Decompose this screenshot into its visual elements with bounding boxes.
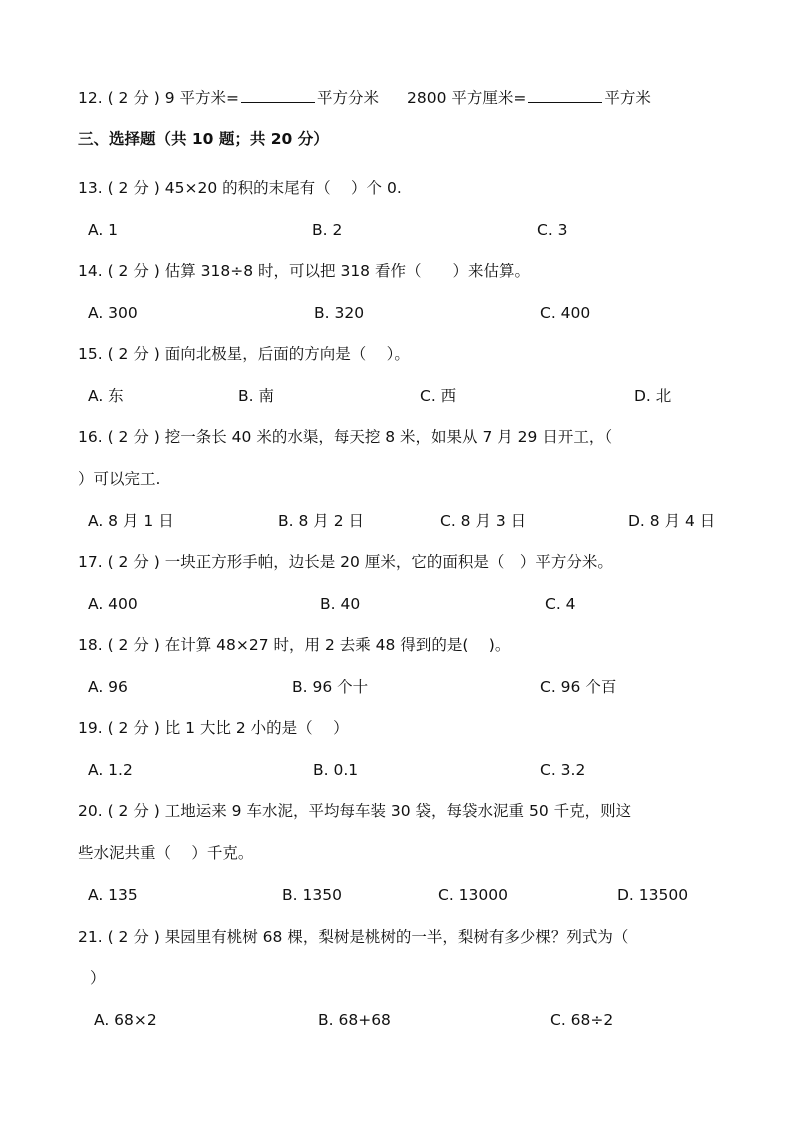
q12-second-prefix: 2800 平方厘米= [407, 89, 527, 107]
q14-option-b[interactable]: B. 320 [314, 304, 365, 322]
section-title: 三、选择题（共 10 题；共 20 分） [78, 130, 329, 148]
q16-option-d[interactable]: D. 8 月 4 日 [628, 512, 716, 530]
question-14: 14. ( 2 分 ) 估算 318÷8 时，可以把 318 看作（ ）来估算。 [78, 262, 530, 280]
question-21: 21. ( 2 分 ) 果园里有桃树 68 棵，梨树是桃树的一半，梨树有多少棵？列式为（ [78, 928, 629, 946]
q17-option-c[interactable]: C. 4 [545, 595, 576, 613]
question-12 [78, 87, 651, 108]
q15-option-a[interactable]: A. 东 [88, 387, 124, 405]
q14-option-a[interactable]: A. 300 [88, 304, 138, 322]
q21-option-b[interactable]: B. 68+68 [318, 1011, 391, 1029]
question-19: 19. ( 2 分 ) 比 1 大比 2 小的是（ ） [78, 719, 349, 737]
q13-option-a[interactable]: A. 1 [88, 221, 119, 239]
q12-blank-1[interactable] [241, 87, 315, 103]
q12-mid: 平方分米 [317, 89, 380, 107]
q20-option-d[interactable]: D. 13500 [617, 886, 689, 904]
q19-option-b[interactable]: B. 0.1 [313, 761, 359, 779]
q18-option-a[interactable]: A. 96 [88, 678, 128, 696]
q18-option-c[interactable]: C. 96 个百 [540, 678, 617, 696]
q15-option-b[interactable]: B. 南 [238, 387, 274, 405]
question-18: 18. ( 2 分 ) 在计算 48×27 时，用 2 去乘 48 得到的是( )。 [78, 636, 511, 654]
q12-suffix: 平方米 [604, 89, 651, 107]
q15-option-c[interactable]: C. 西 [420, 387, 457, 405]
q16-option-a[interactable]: A. 8 月 1 日 [88, 512, 174, 530]
question-16: 16. ( 2 分 ) 挖一条长 40 米的水渠，每天挖 8 米，如果从 7 月 29 日开工，（ [78, 428, 613, 446]
question-20-cont: 些水泥共重（ ）千克。 [78, 844, 254, 862]
q12-prefix: 12. ( 2 分 ) 9 平方米= [78, 89, 240, 107]
q12-blank-2[interactable] [528, 87, 602, 103]
q16-option-b[interactable]: B. 8 月 2 日 [278, 512, 364, 530]
q13-option-c[interactable]: C. 3 [537, 221, 568, 239]
q17-option-a[interactable]: A. 400 [88, 595, 138, 613]
question-15: 15. ( 2 分 ) 面向北极星，后面的方向是（ ）。 [78, 345, 410, 363]
question-16-cont: ）可以完工. [78, 470, 161, 488]
q19-option-a[interactable]: A. 1.2 [88, 761, 133, 779]
question-20: 20. ( 2 分 ) 工地运来 9 车水泥，平均每车装 30 袋，每袋水泥重 50 千克，则这 [78, 802, 632, 820]
q15-option-d[interactable]: D. 北 [634, 387, 672, 405]
q19-option-c[interactable]: C. 3.2 [540, 761, 586, 779]
q16-option-c[interactable]: C. 8 月 3 日 [440, 512, 527, 530]
q20-option-c[interactable]: C. 13000 [438, 886, 508, 904]
question-17: 17. ( 2 分 ) 一块正方形手帕，边长是 20 厘米，它的面积是（ ）平方分米。 [78, 553, 613, 571]
question-21-cont: ） [90, 969, 106, 987]
q13-option-b[interactable]: B. 2 [312, 221, 343, 239]
question-13: 13. ( 2 分 ) 45×20 的积的末尾有（ ）个 0. [78, 179, 402, 197]
q21-option-a[interactable]: A. 68×2 [94, 1011, 157, 1029]
q14-option-c[interactable]: C. 400 [540, 304, 591, 322]
q20-option-b[interactable]: B. 1350 [282, 886, 342, 904]
q17-option-b[interactable]: B. 40 [320, 595, 361, 613]
q20-option-a[interactable]: A. 135 [88, 886, 138, 904]
q18-option-b[interactable]: B. 96 个十 [292, 678, 369, 696]
q21-option-c[interactable]: C. 68÷2 [550, 1011, 614, 1029]
